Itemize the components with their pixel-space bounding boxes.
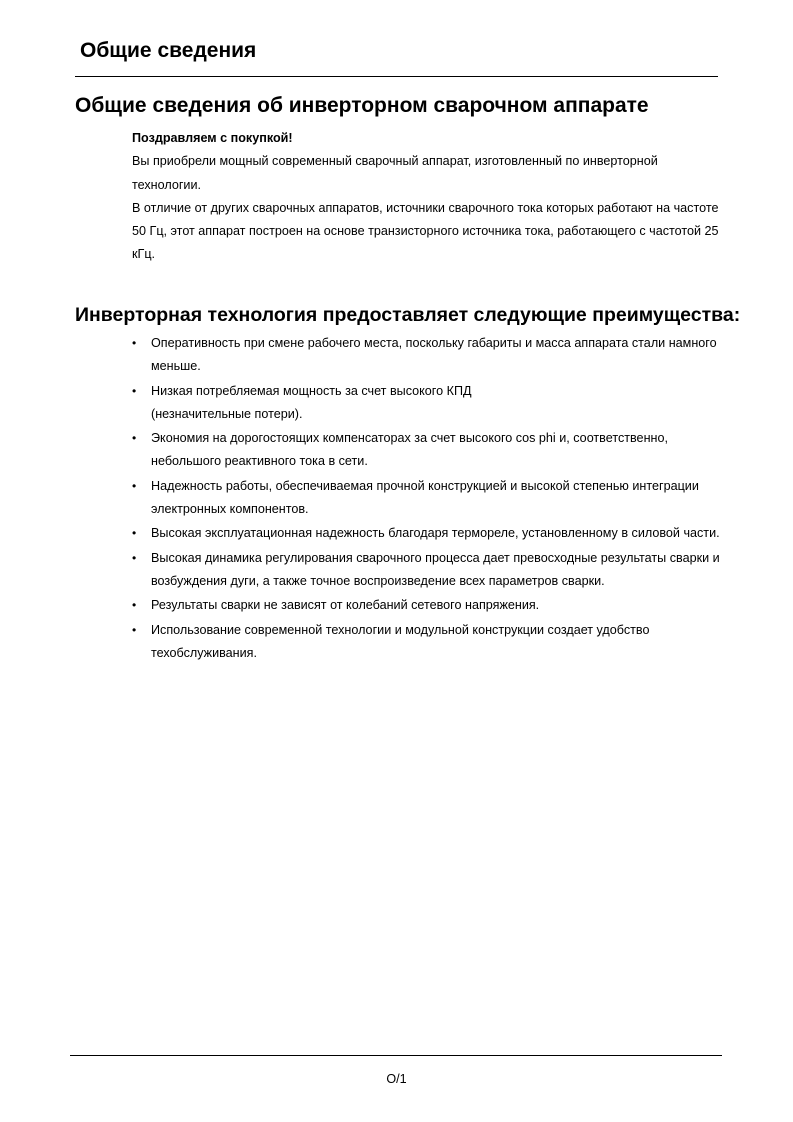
benefit-item — [132, 522, 724, 545]
benefit-item — [132, 594, 724, 617]
benefit-text: Низкая потребляемая мощность за счет высокого КПД — [151, 383, 472, 398]
header-divider — [75, 76, 718, 77]
section-title-overview: Общие сведения об инверторном сварочном аппарате — [75, 94, 649, 117]
footer-divider — [70, 1055, 722, 1056]
intro-block — [132, 127, 722, 267]
benefit-item — [132, 380, 724, 427]
benefit-text: Надежность работы, обеспечиваемая прочной конструкцией и высокой степенью интеграции электронных компонентов. — [151, 478, 699, 517]
benefit-item — [132, 547, 724, 594]
greeting-text: Поздравляем с покупкой! — [132, 131, 293, 145]
benefit-text: Результаты сварки не зависят от колебаний сетевого напряжения. — [151, 598, 540, 613]
benefit-text-continuation: (незначительные потери). — [151, 406, 303, 421]
page-number: O/1 — [386, 1072, 407, 1086]
bullet-icon: • — [132, 478, 137, 493]
benefit-item — [132, 475, 724, 522]
benefit-item — [132, 619, 724, 666]
page-header-title: Общие сведения — [80, 39, 257, 62]
benefit-text: Экономия на дорогостоящих компенсаторах за счет высокого cos phi и, соответственно, небольшого реактивного тока в сети. — [151, 431, 668, 469]
bullet-icon: • — [132, 622, 137, 637]
bullet-icon: • — [132, 383, 137, 398]
benefits-list — [132, 332, 724, 666]
benefit-text: Использование современной технологии и модульной конструкции создает удобство техобслуживания. — [151, 622, 650, 660]
benefit-text: Высокая динамика регулирования сварочного процесса дает превосходные результаты сварки и возбуждения дуги, а также точное воспроизведение всех параметров сварки. — [151, 550, 720, 588]
benefit-text: Высокая эксплуатационная надежность благодаря термореле, установленному в силовой части. — [151, 526, 720, 541]
section-title-benefits: Инверторная технология предоставляет следующие преимущества: — [75, 304, 741, 326]
bullet-icon: • — [132, 431, 137, 446]
benefit-item — [132, 427, 724, 474]
bullet-icon: • — [132, 336, 137, 350]
intro-paragraph: В отличие от других сварочных аппаратов, источники сварочного тока которых работают на частоте 50 Гц, этот аппарат построен на основе транзисторного источника тока, работающего с частотой 25 кГц. — [132, 200, 719, 262]
bullet-icon: • — [132, 598, 137, 613]
benefit-text: Оперативность при смене рабочего места, поскольку габариты и масса аппарата стали намного меньше. — [151, 336, 717, 374]
bullet-icon: • — [132, 526, 137, 541]
benefit-item — [132, 332, 724, 379]
bullet-icon: • — [132, 550, 137, 565]
intro-paragraph: Вы приобрели мощный современный сварочный аппарат, изготовленный по инверторной технологии. — [132, 154, 658, 192]
